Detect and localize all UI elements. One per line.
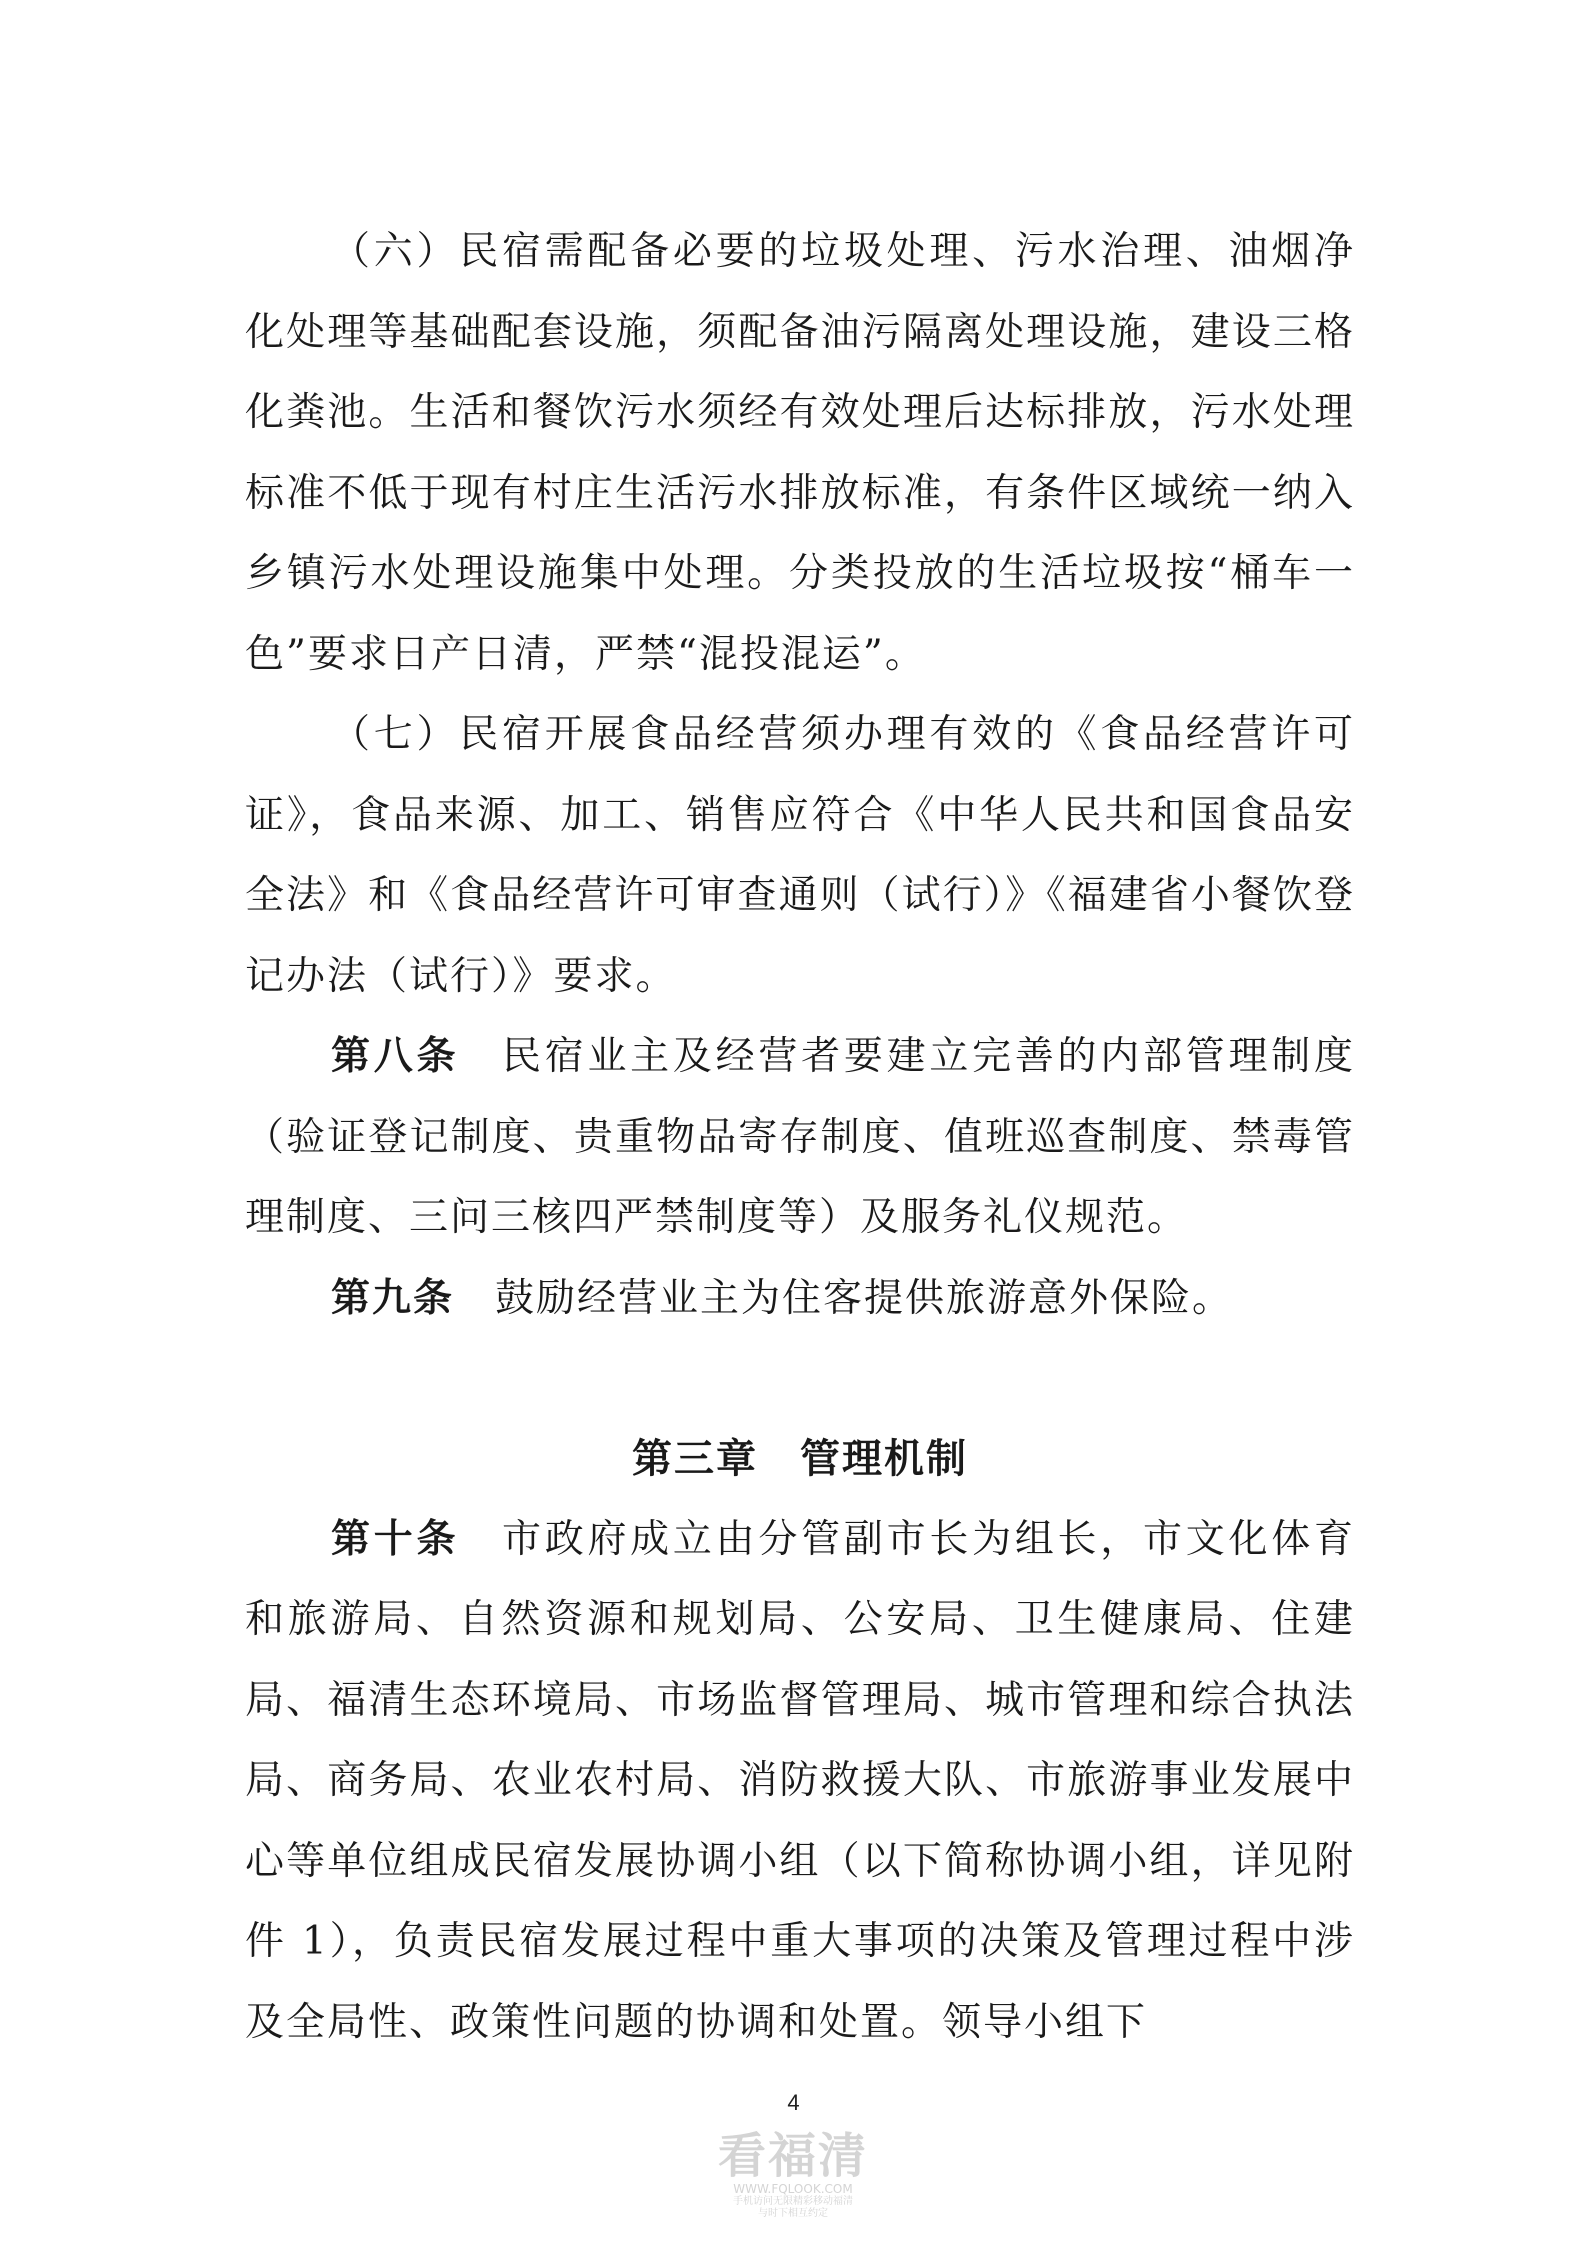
page-number: 4	[787, 2090, 800, 2115]
article-8	[245, 1017, 1355, 1259]
section-gap	[245, 1339, 1355, 1419]
article-text: 鼓励经营业主为住客提供旅游意外保险。	[495, 1275, 1234, 1321]
watermark-tagline: 手机访问无限精彩移动福清	[733, 2196, 853, 2207]
document-body	[245, 212, 1355, 2063]
article-9	[245, 1259, 1355, 1340]
article-label: 第十条	[331, 1516, 460, 1562]
article-text: 市政府成立由分管副市长为组长，市文化体育和旅游局、自然资源和规划局、公安局、卫生健康局、住建局、福清生态环境局、市场监督管理局、城市管理和综合执法局、商务局、农业农村局、消防救援大队、市旅游事业发展中心等单位组成民宿发展协调小组（以下简称协调小组，详见附件 1），负责民宿发展过程中重大事项的决策及管理过程中涉及全局性、政策性问题的协调和处置。领导小组下	[245, 1516, 1355, 2045]
paragraph-text: （七）民宿开展食品经营须办理有效的《食品经营许可证》，食品来源、加工、销售应符合《中华人民共和国食品安全法》和《食品经营许可审查通则（试行）》《福建省小餐饮登记办法（试行）》要求。	[245, 712, 1355, 999]
paragraph-item-7	[245, 695, 1355, 1017]
watermark-tagline-2: 与时下相互约定	[758, 2208, 828, 2219]
article-label: 第九条	[331, 1275, 455, 1321]
article-text: 民宿业主及经营者要建立完善的内部管理制度（验证登记制度、贵重物品寄存制度、值班巡查制度、禁毒管理制度、三问三核四严禁制度等）及服务礼仪规范。	[245, 1034, 1355, 1240]
watermark-logo	[713, 2130, 873, 2220]
watermark-logo-text: 看福清	[717, 2128, 868, 2184]
paragraph-item-6	[245, 212, 1355, 695]
watermark-url: WWW.FQLOOK.COM	[733, 2182, 853, 2196]
article-10	[245, 1500, 1355, 2064]
article-label: 第八条	[331, 1034, 460, 1079]
paragraph-text: （六）民宿需配备必要的垃圾处理、污水治理、油烟净化处理等基础配套设施，须配备油污隔离处理设施，建设三格化粪池。生活和餐饮污水须经有效处理后达标排放，污水处理标准不低于现有村庄生活污水排放标准，有条件区域统一纳入乡镇污水处理设施集中处理。分类投放的生活垃圾按“桶车一色”要求日产日清，严禁“混投混运”。	[245, 229, 1355, 677]
chapter-title: 第三章 管理机制	[632, 1436, 968, 1482]
